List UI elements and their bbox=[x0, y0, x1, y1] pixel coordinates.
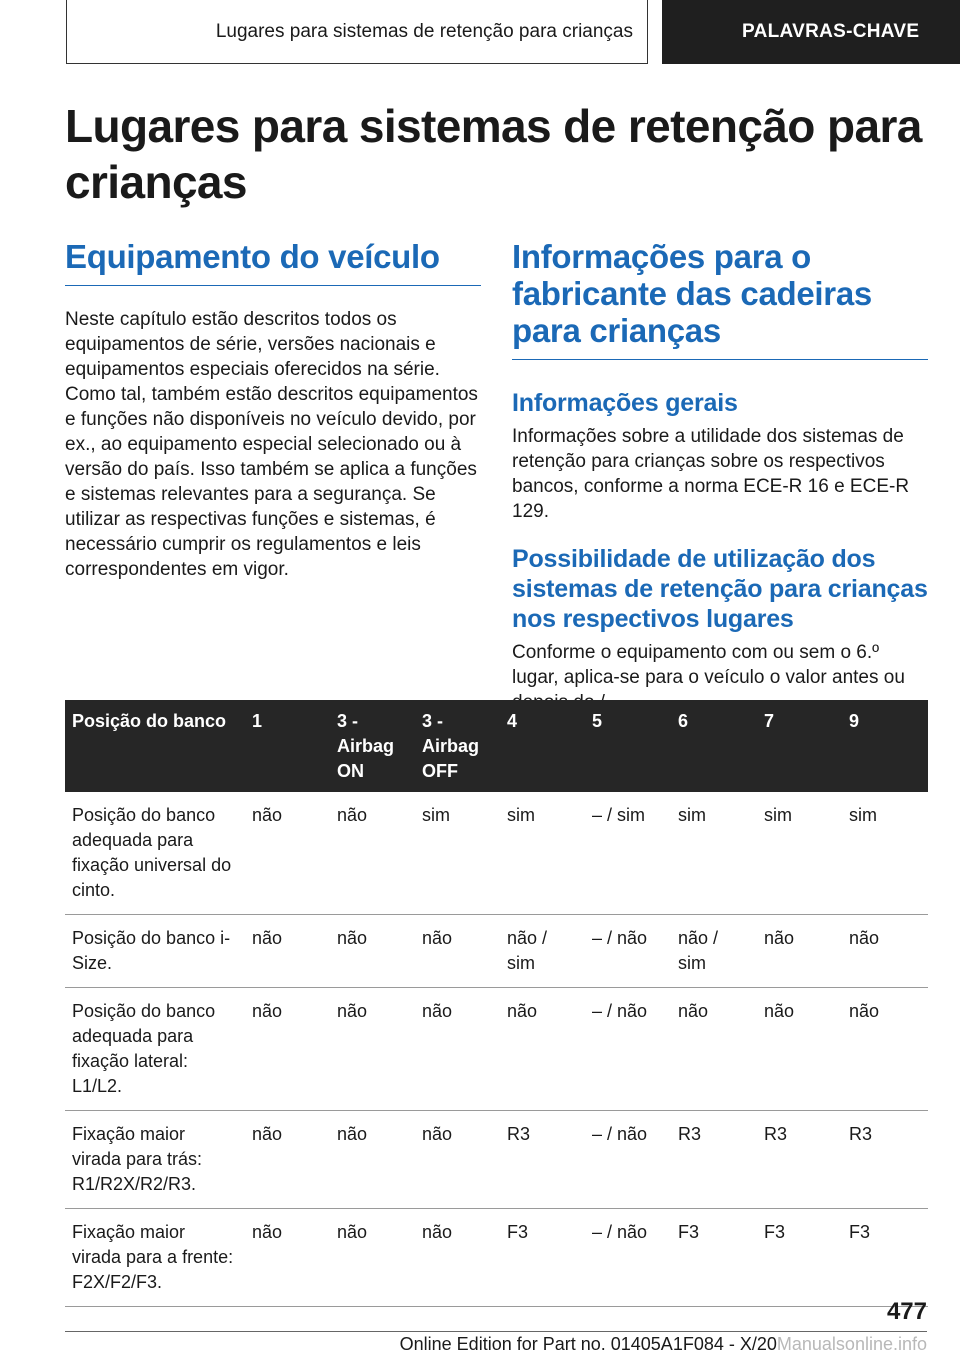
table-cell: Fixação maior virada para trás: R1/R2X/R2/R3. bbox=[65, 1111, 245, 1209]
usage-possibility-text: Conforme o equipamento com ou sem o 6.º lugar, aplica-se para o veículo o valor antes ou bbox=[512, 642, 905, 688]
table-cell: não / sim bbox=[671, 915, 757, 988]
table-cell: não bbox=[415, 1209, 500, 1307]
table-cell: não bbox=[330, 1111, 415, 1209]
table-cell: F3 bbox=[671, 1209, 757, 1307]
table-cell: não bbox=[245, 988, 330, 1111]
page-title: Lugares para sistemas de retenção para crianças bbox=[65, 100, 922, 208]
table-cell: não bbox=[671, 988, 757, 1111]
table-cell: não bbox=[415, 988, 500, 1111]
page-number: 477 bbox=[886, 1298, 927, 1325]
table-cell: não bbox=[415, 1111, 500, 1209]
table-cell: não bbox=[842, 988, 928, 1111]
left-column bbox=[65, 238, 481, 582]
table-row bbox=[65, 792, 928, 915]
column-header: 9 bbox=[842, 700, 928, 792]
table-cell: não bbox=[500, 988, 585, 1111]
watermark-text: Manualsonline.info bbox=[776, 1334, 927, 1354]
table-cell: não bbox=[330, 915, 415, 988]
table-cell: R3 bbox=[757, 1111, 842, 1209]
table-cell: sim bbox=[842, 792, 928, 915]
general-info-text: Informações sobre a utilidade dos sistemas de retenção para crianças sobre os respectivos bancos, conforme a norma ECE-R 16 e ECE-R 129. bbox=[512, 426, 910, 522]
edition-text: Online Edition for Part no. 01405A1F084 - X/20 bbox=[399, 1334, 777, 1354]
column-header: 5 bbox=[585, 700, 671, 792]
footer-divider bbox=[65, 1331, 927, 1332]
table-cell: R3 bbox=[671, 1111, 757, 1209]
table-cell: Posição do banco adequada para fixação lateral: L1/L2. bbox=[65, 988, 245, 1111]
table-cell: – / não bbox=[585, 1209, 671, 1307]
column-header: Posição do banco bbox=[65, 700, 245, 792]
table-cell: – / sim bbox=[585, 792, 671, 915]
table-cell: – / não bbox=[585, 915, 671, 988]
column-header: 6 bbox=[671, 700, 757, 792]
table-cell: – / não bbox=[585, 1111, 671, 1209]
table-cell: não bbox=[330, 988, 415, 1111]
vehicle-equipment-text: Neste capítulo estão descritos todos os equipamentos de série, versões nacionais e equipamentos especiais oferecidos na série. Como tal, também estão descritos equipamentos e funções não disponíveis no veículo devido, por ex., ao equipamento especial selecionado ou à versão do país. Isso também se aplica a funções e sistemas relevantes para a segurança. Se utilizar as respectivas funções e sistemas, é necessário cumprir os regulamentos e leis correspondentes em vigor. bbox=[65, 309, 478, 580]
table-cell: Posição do banco i-Size. bbox=[65, 915, 245, 988]
table-row bbox=[65, 1111, 928, 1209]
table-cell: sim bbox=[415, 792, 500, 915]
table-cell: não bbox=[245, 792, 330, 915]
vehicle-equipment-heading: Equipamento do veículo bbox=[65, 238, 481, 286]
table-row bbox=[65, 988, 928, 1111]
table-row bbox=[65, 915, 928, 988]
column-header: 3 - Airbag ON bbox=[330, 700, 415, 792]
table-cell: – / não bbox=[585, 988, 671, 1111]
table-cell: não bbox=[330, 792, 415, 915]
table-cell: F3 bbox=[500, 1209, 585, 1307]
column-header: 7 bbox=[757, 700, 842, 792]
table-cell: não bbox=[245, 1111, 330, 1209]
table-cell: não bbox=[415, 915, 500, 988]
table-cell: não bbox=[330, 1209, 415, 1307]
table-cell: sim bbox=[757, 792, 842, 915]
table-row bbox=[65, 1209, 928, 1307]
general-info-heading: Informações gerais bbox=[512, 389, 738, 417]
table-header-row bbox=[65, 700, 928, 792]
table-cell: sim bbox=[671, 792, 757, 915]
table-cell: não / sim bbox=[500, 915, 585, 988]
table-cell: R3 bbox=[842, 1111, 928, 1209]
table-cell: R3 bbox=[500, 1111, 585, 1209]
table-cell: não bbox=[245, 915, 330, 988]
column-header: 4 bbox=[500, 700, 585, 792]
manufacturer-info-heading: Informações para o fabricante das cadeiras para crianças bbox=[512, 238, 928, 360]
table-cell: não bbox=[842, 915, 928, 988]
table-cell: F3 bbox=[842, 1209, 928, 1307]
seat-positions-table bbox=[65, 700, 928, 1307]
column-header: 1 bbox=[245, 700, 330, 792]
keywords-tab[interactable]: PALAVRAS-CHAVE bbox=[662, 0, 960, 64]
table-cell: não bbox=[245, 1209, 330, 1307]
right-column bbox=[512, 238, 928, 715]
table-cell: sim bbox=[500, 792, 585, 915]
footer-edition bbox=[400, 1334, 927, 1355]
column-header: 3 - Airbag OFF bbox=[415, 700, 500, 792]
usage-possibility-heading: Possibilidade de utilização dos sistemas de retenção para crianças nos respectivos lugares bbox=[512, 545, 928, 633]
table-cell: Fixação maior virada para a frente: F2X/F2/F3. bbox=[65, 1209, 245, 1307]
table-cell: não bbox=[757, 988, 842, 1111]
table-cell: F3 bbox=[757, 1209, 842, 1307]
table-cell: não bbox=[757, 915, 842, 988]
table-cell: Posição do banco adequada para fixação universal do cinto. bbox=[65, 792, 245, 915]
header-section-title: Lugares para sistemas de retenção para crianças bbox=[66, 0, 648, 64]
